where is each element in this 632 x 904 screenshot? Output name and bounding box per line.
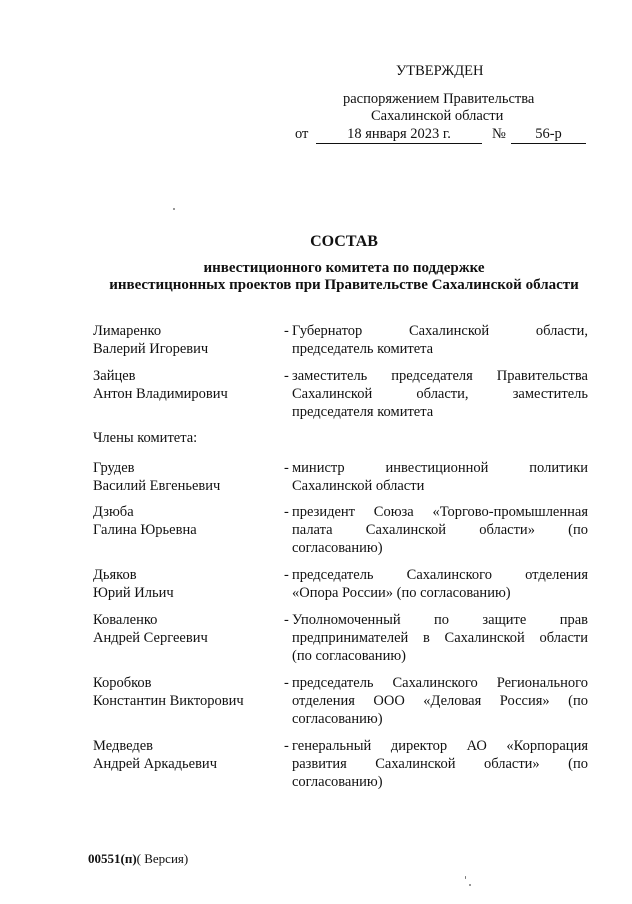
member-surname: Коробков [93, 675, 152, 691]
role-line: председателя комитета [292, 404, 434, 420]
member-given-name: Василий Евгеньевич [93, 478, 221, 494]
footer-code-number: 00551(п) [88, 851, 137, 866]
member-surname: Коваленко [93, 612, 158, 628]
footer-version: ( Версия) [136, 851, 189, 866]
role-line: Губернатор Сахалинской области, [292, 323, 588, 339]
member-role [292, 737, 588, 791]
number-label: № [492, 126, 506, 142]
role-line: генеральный директор АО «Корпорация [292, 738, 588, 754]
member-role [292, 611, 588, 665]
footer-code [88, 851, 188, 867]
order-date: 18 января 2023 г. [316, 126, 482, 144]
member-role [292, 322, 588, 358]
order-line-2: Сахалинской области [371, 108, 504, 124]
document-subtitle-line-1: инвестиционного комитета по поддержке [203, 260, 485, 276]
members-label: Члены комитета: [93, 430, 198, 446]
member-given-name: Юрий Ильич [93, 585, 174, 601]
role-line: Сахалинской области [292, 478, 425, 494]
role-line: «Опора России» (по согласованию) [292, 585, 511, 601]
member-given-name: Андрей Аркадьевич [93, 756, 217, 772]
member-surname: Медведев [93, 738, 153, 754]
member-given-name: Антон Владимирович [93, 386, 228, 402]
member-surname: Дьяков [93, 567, 137, 583]
order-number: 56-р [511, 126, 586, 144]
role-line: согласованию) [292, 774, 383, 790]
role-line: палата Сахалинской области» (по [292, 522, 588, 538]
role-line: председатель Сахалинского Регионального [292, 675, 588, 691]
role-line: (по согласованию) [292, 648, 406, 664]
member-given-name: Андрей Сергеевич [93, 630, 208, 646]
member-dash: - [284, 368, 289, 384]
scan-speck [469, 884, 471, 886]
member-dash: - [284, 738, 289, 754]
member-dash: - [284, 612, 289, 628]
document-subtitle-line-2: инвестицнонных проектов при Правительстве Сахалинской области [109, 277, 579, 293]
member-given-name: Галина Юрьевна [93, 522, 197, 538]
member-role [292, 503, 588, 557]
approved-label: УТВЕРЖДЕН [396, 63, 484, 79]
scan-speck [465, 876, 466, 879]
member-dash: - [284, 460, 289, 476]
role-line: заместитель председателя Правительства [292, 368, 588, 384]
from-label: от [295, 126, 309, 142]
member-dash: - [284, 323, 289, 339]
role-line: министр инвестиционной политики [292, 460, 588, 476]
member-dash: - [284, 504, 289, 520]
member-surname: Зайцев [93, 368, 136, 384]
member-surname: Грудев [93, 460, 135, 476]
role-line: президент Союза «Торгово-промышленная [292, 504, 588, 520]
member-surname: Лимаренко [93, 323, 162, 339]
document-title: СОСТАВ [310, 233, 378, 250]
member-role [292, 566, 588, 602]
role-line: председатель Сахалинского отделения [292, 567, 588, 583]
role-line: развития Сахалинской области» (по [292, 756, 588, 772]
member-role [292, 367, 588, 421]
role-line: отделения ООО «Деловая Россия» (по [292, 693, 588, 709]
member-given-name: Константин Викторович [93, 693, 244, 709]
role-line: предпринимателей в Сахалинской области [292, 630, 588, 646]
scan-speck [173, 208, 175, 210]
member-dash: - [284, 567, 289, 583]
role-line: председатель комитета [292, 341, 434, 357]
member-dash: - [284, 675, 289, 691]
role-line: Сахалинской области, заместитель [292, 386, 588, 402]
member-given-name: Валерий Игоревич [93, 341, 209, 357]
order-line-1: распоряжением Правительства [343, 91, 535, 107]
member-role [292, 674, 588, 728]
role-line: согласованию) [292, 540, 383, 556]
member-surname: Дзюба [93, 504, 134, 520]
role-line: согласованию) [292, 711, 383, 727]
role-line: Уполномоченный по защите прав [292, 612, 588, 628]
member-role [292, 459, 588, 495]
